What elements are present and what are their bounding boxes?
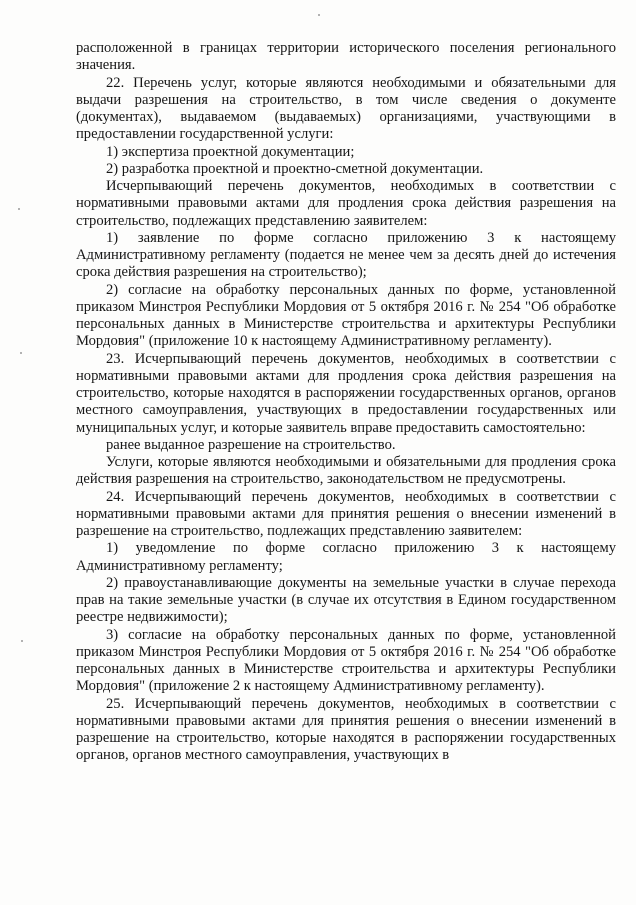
scan-speck [18, 208, 20, 210]
list-item: 2) правоустанавливающие документы на земельные участки в случае перехода прав на такие земельные участки (в случае их отсутствия в Едином государственном реестре недвижимости); [76, 574, 616, 626]
paragraph: Исчерпывающий перечень документов, необходимых в соответствии с нормативными правовыми актами для продления срока действия разрешения на строительство, подлежащих представлению заявителем: [76, 178, 616, 229]
list-item: 1) экспертиза проектной документации; [106, 143, 355, 160]
list-item: 2) разработка проектной и проектно-сметной документации. [106, 160, 484, 177]
list-item: 2) согласие на обработку персональных данных по форме, установленной приказом Минстроя Республики Мордовия от 5 октября 2016 г. № 254 "Об обработке персональных данных в Министерстве строительства и архитектуры Республики Мордовия" (приложение 10 к настоящему Административному регламенту). [76, 281, 616, 350]
list-item: ранее выданное разрешение на строительство. [106, 436, 396, 453]
paragraph-25: 25. Исчерпывающий перечень документов, необходимых в соответствии с нормативными правовыми актами для принятия решения о внесении изменений в разрешение на строительство, которые находятся в распоряжении государственных органов, органов местного самоуправления, участвующих в [76, 695, 616, 764]
scan-speck [20, 352, 22, 354]
list-item: 1) уведомление по форме согласно приложению 3 к настоящему Административному регламенту; [76, 540, 616, 574]
paragraph-22: 22. Перечень услуг, которые являются необходимыми и обязательными для выдачи разрешения на строительство, в том числе сведения о документе (документах), выдаваемом (выдаваемых) организациями, участвующими в предоставлении государственной услуги: [76, 74, 616, 143]
list-item: 3) согласие на обработку персональных данных по форме, установленной приказом Минстроя Республики Мордовия от 5 октября 2016 г. № 254 "Об обработке персональных данных в Министерстве строительства и архитектуры Республики Мордовия" (приложение 2 к настоящему Административному регламенту). [76, 626, 616, 695]
document-body [76, 40, 616, 765]
paragraph-24: 24. Исчерпывающий перечень документов, необходимых в соответствии с нормативными правовыми актами для принятия решения о внесении изменений в разрешение на строительство, подлежащих представлению заявителем: [76, 488, 616, 539]
scan-speck [318, 14, 320, 16]
list-item: 1) заявление по форме согласно приложению 3 к настоящему Административному регламенту (подается не менее чем за десять дней до истечения срока действия разрешения на строительство); [76, 229, 616, 281]
paragraph-continuation: расположенной в границах территории исторического поселения регионального значения. [76, 40, 616, 74]
paragraph-23: 23. Исчерпывающий перечень документов, необходимых в соответствии с нормативными правовыми актами для продления срока действия разрешения на строительство, которые находятся в распоряжении государственных органов, органов местного самоуправления, участвующих в предоставлении государственных или муниципальных услуг, и которые заявитель вправе предоставить самостоятельно: [76, 350, 616, 436]
scan-speck [21, 640, 23, 642]
paragraph: Услуги, которые являются необходимыми и обязательными для продления срока действия разрешения на строительство, законодательством не предусмотрены. [76, 454, 616, 488]
